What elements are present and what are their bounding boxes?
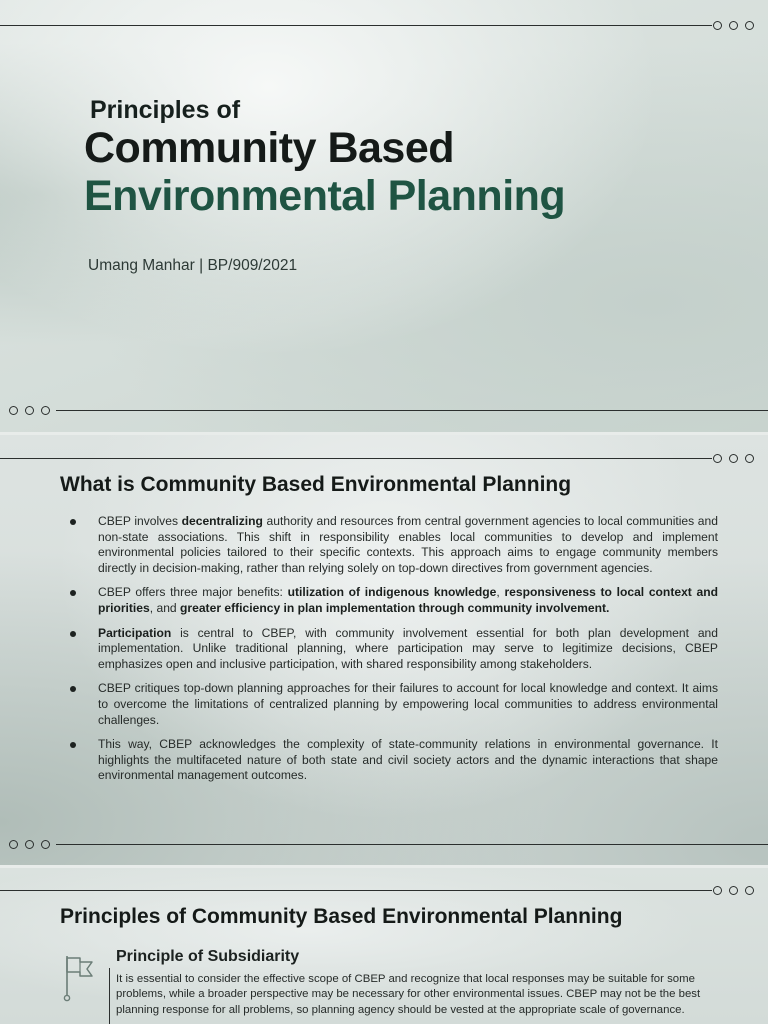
author-line: Umang Manhar | BP/909/2021 — [88, 257, 298, 274]
title-slide — [0, 0, 768, 432]
dot-icon — [729, 886, 738, 895]
top-divider-line — [0, 25, 712, 26]
dot-icon — [745, 454, 754, 463]
title-line-1: Community Based — [84, 124, 455, 172]
bullet-item: CBEP offers three major benefits: utilization of indigenous knowledge, responsiveness to local context and priorities, and greater efficiency in plan implementation through community involvement. — [68, 585, 718, 616]
slide-heading: What is Community Based Environmental Planning — [60, 473, 572, 496]
bullet-item: CBEP critiques top-down planning approaches for their failures to account for local knowledge and context. It aims to overcome the limitations of centralized planning by empowering local communities to address environmental challenges. — [68, 681, 718, 728]
dot-icon — [745, 886, 754, 895]
dot-icon — [25, 406, 34, 415]
dot-icon — [729, 454, 738, 463]
top-dots-decoration — [713, 886, 754, 895]
top-divider-line — [0, 458, 712, 459]
bottom-dots-decoration — [9, 406, 50, 415]
title-line-2: Environmental Planning — [84, 172, 566, 220]
bottom-divider-line — [56, 410, 768, 411]
top-dots-decoration — [713, 454, 754, 463]
dot-icon — [713, 454, 722, 463]
dot-icon — [745, 21, 754, 30]
dot-icon — [25, 840, 34, 849]
title-prefix: Principles of — [90, 96, 241, 124]
top-dots-decoration — [713, 21, 754, 30]
dot-icon — [41, 840, 50, 849]
dot-icon — [9, 840, 18, 849]
bullet-item: CBEP involves decentralizing authority and resources from central government agencies to local communities and non-state associations. This shift in responsibility enables local communities to develop and implement environmental policies tailored to their specific contexts. This approach aims to engage community members directly in decision-making, rather than relying solely on top-down directives from government agencies. — [68, 514, 718, 576]
bullet-item: Participation is central to CBEP, with community involvement essential for both plan development and implementation. Unlike traditional planning, where participation may serve to legitimize decisions, CBEP emphasizes open and inclusive participation, with shared responsibility among stakeholders. — [68, 626, 718, 673]
slide-heading: Principles of Community Based Environmental Planning — [60, 905, 623, 928]
bullet-item: This way, CBEP acknowledges the complexity of state-community relations in environmental governance. It highlights the multifaceted nature of both state and civil society actors and the dynamic interactions that shape environmental management outcomes. — [68, 737, 718, 784]
dot-icon — [729, 21, 738, 30]
bottom-divider-line — [56, 844, 768, 845]
dot-icon — [713, 21, 722, 30]
bullet-list — [68, 514, 718, 793]
dot-icon — [713, 886, 722, 895]
dot-icon — [41, 406, 50, 415]
principle-text: It is essential to consider the effective scope of CBEP and recognize that local responses may be suitable for some problems, while a broader perspective may be necessary for other environmental issues. CBEP may not be the best planning response for all problems, so planning agency should be vested at the appropriate scale of governance. — [116, 973, 701, 1016]
principle-title: Principle of Subsidiarity — [116, 948, 300, 965]
top-divider-line — [0, 890, 712, 891]
flag-icon — [56, 948, 96, 1004]
principles-slide — [0, 868, 768, 1024]
principle-divider — [109, 968, 110, 1024]
dot-icon — [9, 406, 18, 415]
definition-slide — [0, 435, 768, 865]
bottom-dots-decoration — [9, 840, 50, 849]
